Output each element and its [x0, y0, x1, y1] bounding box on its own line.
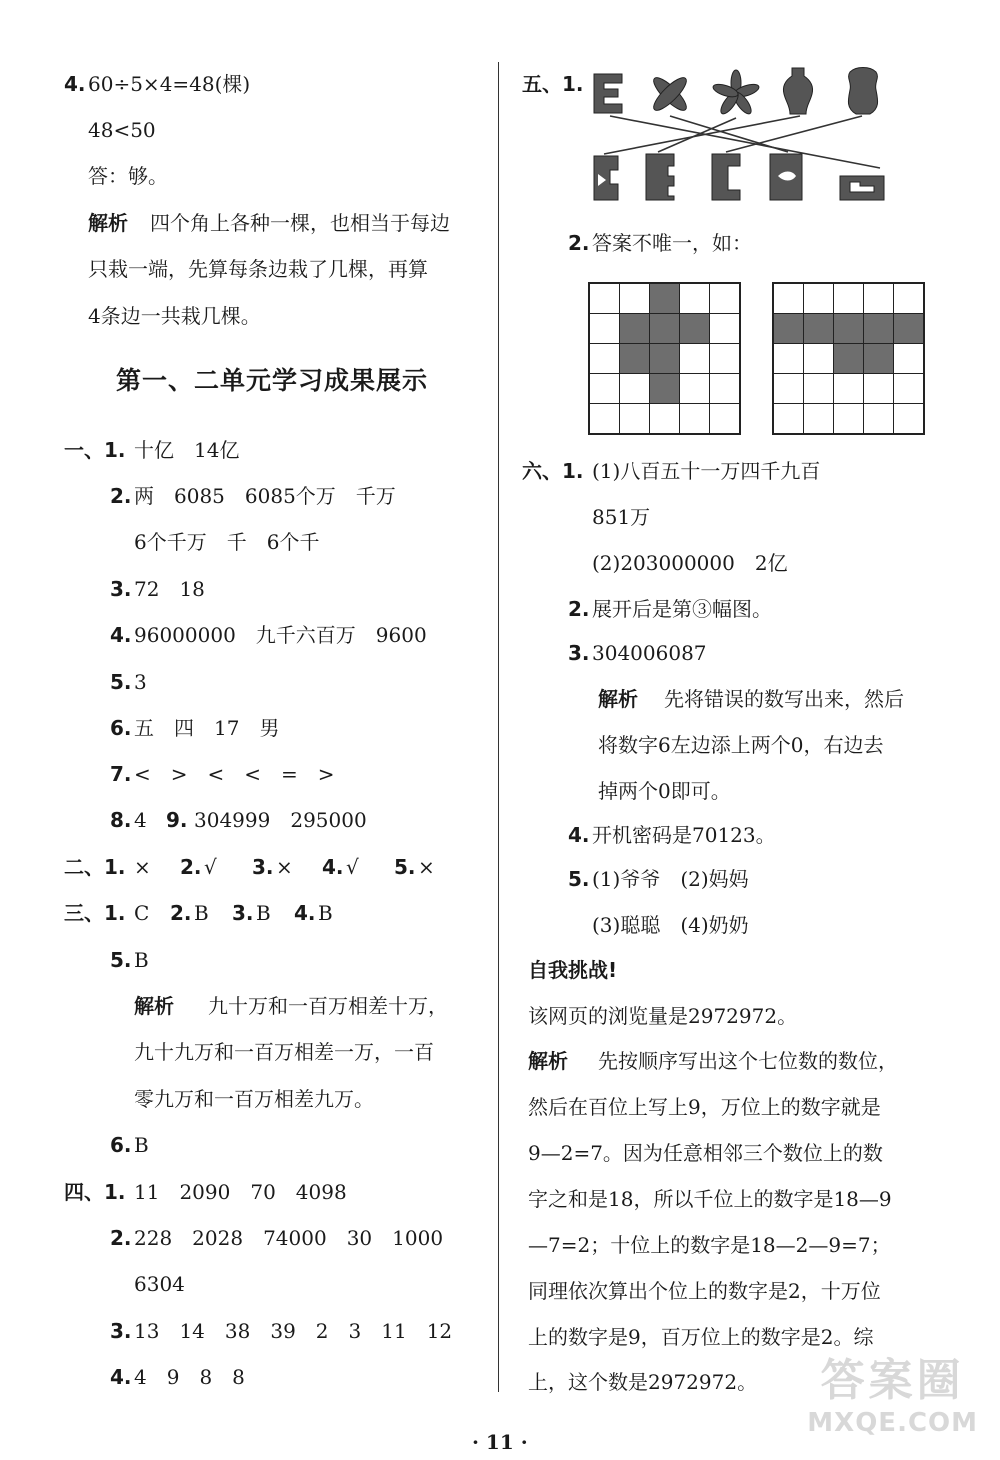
grid-cell [680, 374, 709, 403]
challenge-analysis-line: 先按顺序写出这个七位数的数位， [598, 1049, 898, 1073]
s3-num-6: 6. [110, 1133, 132, 1157]
grid-cell-filled [650, 284, 679, 313]
s1-answer-7: < > < < = > [134, 762, 335, 786]
s4-answer-2: 228 2028 74000 30 1000 [134, 1226, 444, 1250]
s2-num-3: 3. [252, 855, 274, 879]
challenge-answer: 该网页的浏览量是2972972。 [528, 1004, 798, 1028]
s4-answer-3: 13 14 38 39 2 3 11 12 [134, 1319, 453, 1343]
grid-cell-filled [864, 344, 893, 373]
q4-analysis-label: 解析 [88, 211, 128, 235]
grid-cell [710, 374, 739, 403]
vase-icon [783, 68, 812, 114]
s3-answer-6: B [134, 1133, 149, 1157]
s3-analysis-line: 零九万和一百万相差九万。 [134, 1087, 374, 1111]
flower-star-icon [712, 70, 761, 116]
grid-cell [864, 404, 893, 433]
q4-analysis-line: 四个角上各种一棵，也相当于每边 [150, 211, 450, 235]
s3-num-4: 4. [294, 901, 316, 925]
s3-label: 三、1. [64, 901, 126, 925]
grid-cell-filled [834, 344, 863, 373]
challenge-analysis-line: 上的数字是9，百万位上的数字是2。综 [528, 1325, 874, 1349]
grid-cell-filled [804, 314, 833, 343]
grid-cell-filled [650, 374, 679, 403]
s1-answer-9: 304999 295000 [194, 808, 367, 832]
column-divider [498, 62, 499, 1392]
q4-compare: 48<50 [88, 118, 156, 142]
s2-answer-1: × [134, 855, 151, 879]
grid-cell [710, 284, 739, 313]
grid-cell [894, 374, 923, 403]
challenge-title: 自我挑战! [528, 958, 618, 982]
q4-analysis-line: 4条边一共栽几棵。 [88, 304, 261, 328]
match-line [604, 116, 800, 154]
grid-cell [710, 314, 739, 343]
grid-cell-filled [894, 314, 923, 343]
grid-cell [834, 284, 863, 313]
q4-equation: 60÷5×4=48(棵) [88, 72, 251, 96]
s6-answer-1a: (1)八百五十一万四千九百 [592, 459, 821, 483]
grid-cell [774, 374, 803, 403]
s3-analysis-line: 九十九万和一百万相差一万，一百 [134, 1040, 434, 1064]
grid-figure-left [588, 282, 741, 435]
grid-cell [804, 284, 833, 313]
s1-answer-2: 两 6085 6085个万 千万 [134, 484, 396, 508]
grid-cell [710, 344, 739, 373]
q4-answer: 答：够。 [88, 164, 168, 188]
half-e-icon [646, 154, 674, 200]
challenge-analysis-line: 字之和是18，所以千位上的数字是18—9 [528, 1187, 892, 1211]
grid-cell [894, 344, 923, 373]
s1-label: 一、1. [64, 438, 126, 462]
grid-cell [864, 374, 893, 403]
s3-answer-5: B [134, 948, 149, 972]
grid-cell-filled [650, 314, 679, 343]
s2-answer-4: √ [346, 855, 359, 879]
grid-cell [590, 404, 619, 433]
s6-answer-5a: (1)爷爷 (2)妈妈 [592, 867, 749, 891]
grid-cell-filled [774, 314, 803, 343]
grid-cell [680, 284, 709, 313]
q4-analysis-line: 只栽一端，先算每条边栽了几棵，再算 [88, 257, 428, 281]
s3-answer-1: C [134, 901, 150, 925]
grid-cell [620, 284, 649, 313]
s2-num-2: 2. [180, 855, 202, 879]
s2-num-5: 5. [394, 855, 416, 879]
s1-answer-6: 五 四 17 男 [134, 716, 280, 740]
s3-answer-3: B [256, 901, 271, 925]
s6-analysis-line: 掉两个0即可。 [598, 779, 731, 803]
grid-cell [680, 344, 709, 373]
page-number: · 11 · [472, 1430, 528, 1454]
s6-answer-1c: (2)203000000 2亿 [592, 551, 788, 575]
s1-answer-2b: 6个千万 千 6个千 [134, 530, 320, 554]
s6-num-5: 5. [568, 867, 590, 891]
challenge-analysis-line: 同理依次算出个位上的数字是2，十万位 [528, 1279, 881, 1303]
s6-num-3: 3. [568, 641, 590, 665]
s1-answer-3: 72 18 [134, 577, 205, 601]
watermark-url: MXQE.COM [807, 1408, 978, 1438]
grid-cell-filled [620, 314, 649, 343]
s1-num-7: 7. [110, 762, 132, 786]
grid-cell [620, 404, 649, 433]
grid-cell [680, 404, 709, 433]
flower-x-icon [649, 73, 690, 114]
grid-cell-filled [864, 314, 893, 343]
challenge-analysis-line: 上，这个数是2972972。 [528, 1370, 758, 1394]
s4-answer-1: 11 2090 70 4098 [134, 1180, 347, 1204]
s1-num-9: 9. [166, 808, 188, 832]
grid-cell [710, 404, 739, 433]
s2-label: 二、1. [64, 855, 126, 879]
s1-answer-4: 96000000 九千六百万 9600 [134, 623, 427, 647]
s5-num-2: 2. [568, 231, 590, 255]
s2-num-4: 4. [322, 855, 344, 879]
s4-num-4: 4. [110, 1365, 132, 1389]
grid-cell [834, 404, 863, 433]
grid-cell [774, 344, 803, 373]
grid-cell [804, 374, 833, 403]
s3-num-3: 3. [232, 901, 254, 925]
match-line [726, 116, 862, 152]
s1-num-4: 4. [110, 623, 132, 647]
grid-cell-filled [680, 314, 709, 343]
s3-answer-4: B [318, 901, 333, 925]
s3-num-5: 5. [110, 948, 132, 972]
s4-num-2: 2. [110, 1226, 132, 1250]
s3-num-2: 2. [170, 901, 192, 925]
s2-answer-5: × [418, 855, 435, 879]
grid-cell-filled [834, 314, 863, 343]
s6-answer-3: 304006087 [592, 641, 707, 665]
q4-number: 4. [64, 72, 86, 96]
grid-cell [804, 404, 833, 433]
s3-answer-2: B [194, 901, 209, 925]
s2-answer-2: √ [204, 855, 217, 879]
section-title: 第一、二单元学习成果展示 [116, 366, 429, 395]
s4-answer-2b: 6304 [134, 1272, 185, 1296]
s6-label: 六、1. [522, 459, 584, 483]
s1-num-3: 3. [110, 577, 132, 601]
shield-shape-icon [848, 68, 877, 115]
challenge-analysis-label: 解析 [528, 1049, 568, 1073]
grid-cell [864, 284, 893, 313]
challenge-analysis-line: 然后在百位上写上9，万位上的数字就是 [528, 1095, 881, 1119]
s2-answer-3: × [276, 855, 293, 879]
challenge-analysis-line: 9—2=7。因为任意相邻三个数位上的数 [528, 1141, 883, 1165]
grid-cell-filled [650, 344, 679, 373]
grid-cell [650, 404, 679, 433]
s1-num-5: 5. [110, 670, 132, 694]
s6-analysis-line: 先将错误的数写出来，然后 [664, 687, 904, 711]
shape-matching-figure [588, 64, 894, 206]
grid-cell [590, 344, 619, 373]
s1-num-6: 6. [110, 716, 132, 740]
challenge-analysis-line: —7=2；十位上的数字是18—2—9=7； [528, 1233, 891, 1257]
grid-cell [894, 404, 923, 433]
grid-cell [804, 344, 833, 373]
s1-num-2: 2. [110, 484, 132, 508]
s1-answer-1: 十亿 14亿 [134, 438, 240, 462]
half-shield-icon [840, 176, 884, 200]
s3-analysis-label: 解析 [134, 994, 174, 1018]
s1-answer-5: 3 [134, 670, 147, 694]
half-shape-icon [594, 156, 618, 200]
s4-label: 四、1. [64, 1180, 126, 1204]
half-vase-icon [712, 154, 740, 200]
s6-answer-2: 展开后是第③幅图。 [592, 597, 772, 621]
s5-label: 五、1. [522, 72, 584, 96]
grid-cell [774, 284, 803, 313]
s5-answer-2: 答案不唯一，如： [592, 231, 752, 255]
s6-analysis-label: 解析 [598, 687, 638, 711]
s6-answer-5b: (3)聪聪 (4)奶奶 [592, 913, 749, 937]
grid-cell [834, 374, 863, 403]
s1-answer-8: 4 [134, 808, 147, 832]
shape-e-icon [594, 74, 622, 113]
watermark [807, 1344, 978, 1438]
grid-cell [590, 314, 619, 343]
s4-num-3: 3. [110, 1319, 132, 1343]
grid-cell [590, 374, 619, 403]
s6-answer-4: 开机密码是70123。 [592, 823, 776, 847]
s3-analysis-line: 九十万和一百万相差十万， [208, 994, 448, 1018]
grid-cell [894, 284, 923, 313]
match-line [658, 118, 736, 152]
s4-answer-4: 4 9 8 8 [134, 1365, 245, 1389]
grid-figure-right [772, 282, 925, 435]
grid-cell-filled [620, 344, 649, 373]
watermark-text: 答案圈 [820, 1355, 965, 1406]
s6-num-2: 2. [568, 597, 590, 621]
grid-cell [774, 404, 803, 433]
s1-num-8: 8. [110, 808, 132, 832]
grid-cell [620, 374, 649, 403]
s6-analysis-line: 将数字6左边添上两个0，右边去 [598, 733, 884, 757]
s6-num-4: 4. [568, 823, 590, 847]
grid-cell [590, 284, 619, 313]
s6-answer-1b: 851万 [592, 505, 651, 529]
